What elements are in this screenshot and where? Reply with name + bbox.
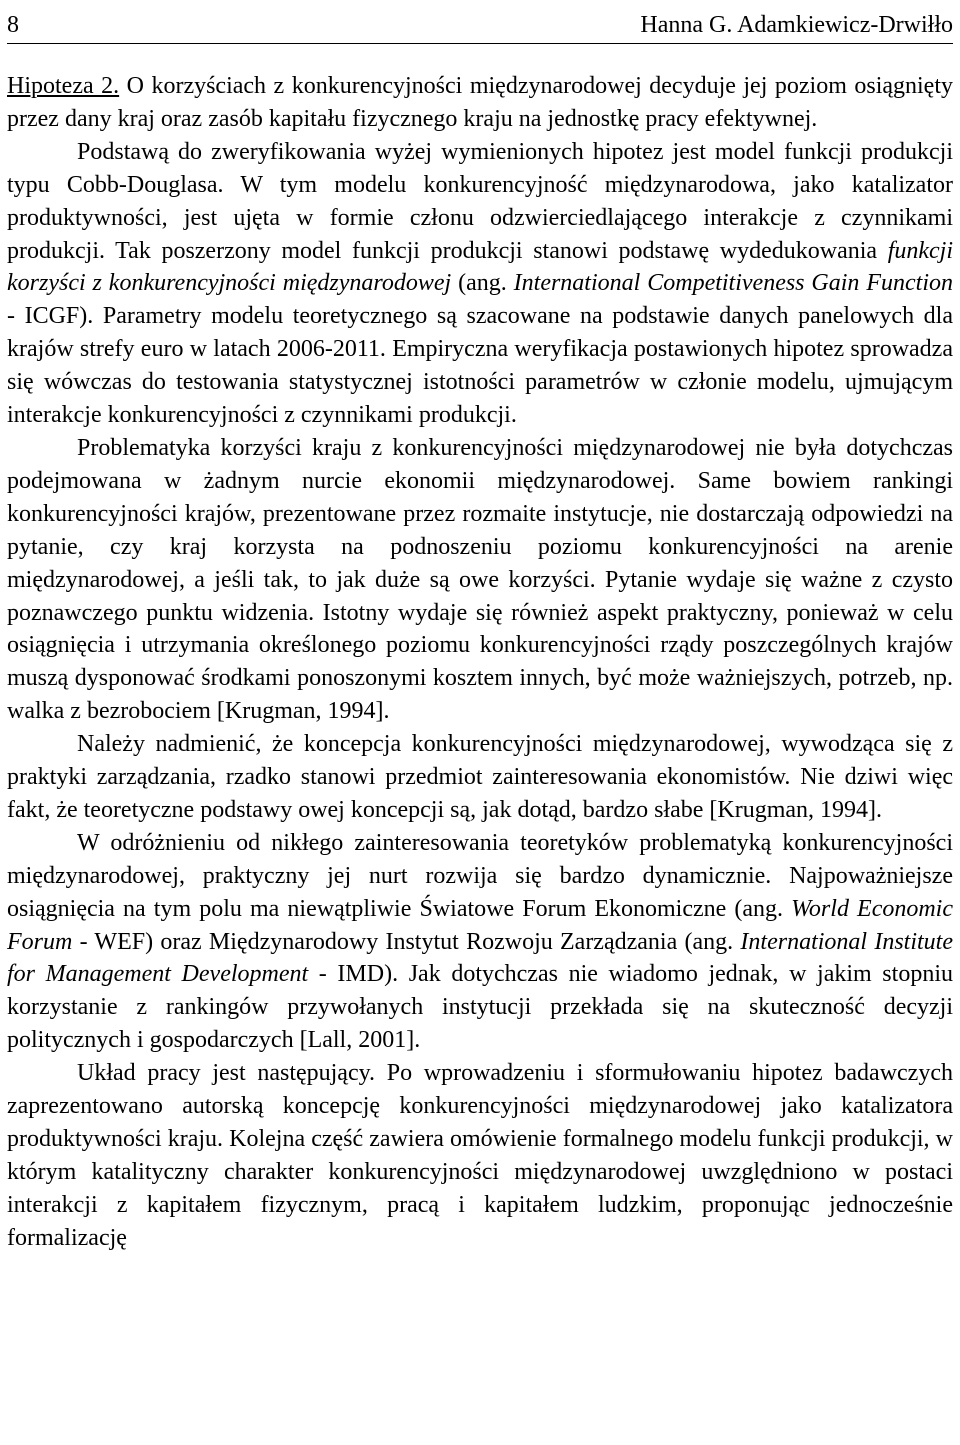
text-run: O korzyściach z konkurencyjności międzynarodowej decyduje jej poziom osiągnięty przez dany kraj oraz zasób kapitału fizycznego kraju na jednostkę pracy efektywnej. [7, 73, 954, 132]
paragraph-model-basis [7, 136, 953, 432]
text-run: - WEF) oraz Międzynarodowy Instytut Rozwoju Zarządzania (ang. [72, 928, 741, 955]
text-run: Układ pracy jest następujący. Po wprowadzeniu i sformułowaniu hipotez badawczych zaprezentowano autorską koncepcję konkurencyjności międzynarodowej jako katalizatora produktywności kraju. Kolejna część zawiera omówienie formalnego modelu funkcji produkcji, w którym katalityczny charakter konkurencyjności międzynarodowej uwzględniono w postaci interakcji z kapitałem fizycznym, pracą i kapitałem ludzkim, proponując jednocześnie formalizację [7, 1060, 953, 1251]
text-run: Podstawą do zweryfikowania wyżej wymienionych hipotez jest model funkcji produkcji typu Cobb-Douglasa. W tym modelu konkurencyjność międzynarodowa, jako katalizator produktywności, jest ujęta w formie członu odzwierciedlającego interakcje z czynnikami produkcji. Tak poszerzony model funkcji produkcji stanowi podstawę wydedukowania [7, 138, 953, 264]
italic-text: International Institute for Management Development [7, 928, 954, 988]
document-page [7, 0, 953, 1255]
italic-text: World Economic Forum [7, 895, 954, 955]
text-run: W odróżnieniu od nikłego zainteresowania teoretyków problematyką konkurencyjności międzynarodowej, praktyczny jej nurt rozwija się bardzo dynamicznie. Najpoważniejsze osiągnięcia na tym polu ma niewątpliwie Światowe Forum Ekonomiczne (ang. [7, 829, 953, 922]
body-text [7, 70, 953, 1255]
paragraph-problem-statement [7, 432, 953, 728]
paragraph-management-origin [7, 728, 953, 827]
text-run: - IMD). Jak dotychczas nie wiadomo jednak, w jakim stopniu korzystanie z rankingów przywołanych instytucji przekłada się na skuteczność decyzji politycznych i gospodarczych [Lall, 2001]. [7, 961, 953, 1054]
italic-text: funkcji korzyści z konkurencyjności międzynarodowej [7, 237, 953, 297]
author-name: Hanna G. Adamkiewicz-Drwiłło [640, 12, 953, 38]
paragraph-hypothesis-2 [7, 70, 953, 136]
underlined-text: Hipoteza 2. [7, 73, 120, 99]
paragraph-practical-interest [7, 827, 953, 1057]
italic-text: International Competitiveness Gain Function [513, 270, 953, 297]
running-header [7, 0, 953, 44]
page-number: 8 [7, 12, 19, 38]
text-run: Należy nadmienić, że koncepcja konkurencyjności międzynarodowej, wywodząca się z praktyki zarządzania, rzadko stanowi przedmiot zainteresowania ekonomistów. Nie dziwi więc fakt, że teoretyczne podstawy owej koncepcji są, jak dotąd, bardzo słabe [Krugman, 1994]. [7, 731, 953, 823]
text-run: - ICGF). Parametry modelu teoretycznego są szacowane na podstawie danych panelowych dla krajów strefy euro w latach 2006-2011. Empiryczna weryfikacja postawionych hipotez sprowadza się wówczas do testowania statystycznej istotności parametrów w członie modelu, ujmującym interakcje konkurencyjności z czynnikami produkcji. [7, 303, 953, 429]
text-run: (ang. [451, 270, 514, 297]
text-run: Problematyka korzyści kraju z konkurencyjności międzynarodowej nie była dotychczas podejmowana w żadnym nurcie ekonomii międzynarodowej. Same bowiem rankingi konkurencyjności krajów, prezentowane przez rozmaite instytucje, nie dostarczają odpowiedzi na pytanie, czy kraj korzysta na podnoszeniu poziomu konkurencyjności na arenie międzynarodowej, a jeśli tak, to jak duże są owe korzyści. Pytanie wydaje się ważne z czysto poznawczego punktu widzenia. Istotny wydaje się również aspekt praktyczny, ponieważ w celu osiągnięcia i utrzymania określonego poziomu konkurencyjności rządy poszczególnych krajów muszą dysponować środkami ponoszonymi kosztem innych, być może ważniejszych, potrzeb, np. walka z bezrobociem [Krugman, 1994]. [7, 434, 953, 725]
paragraph-structure [7, 1057, 953, 1254]
